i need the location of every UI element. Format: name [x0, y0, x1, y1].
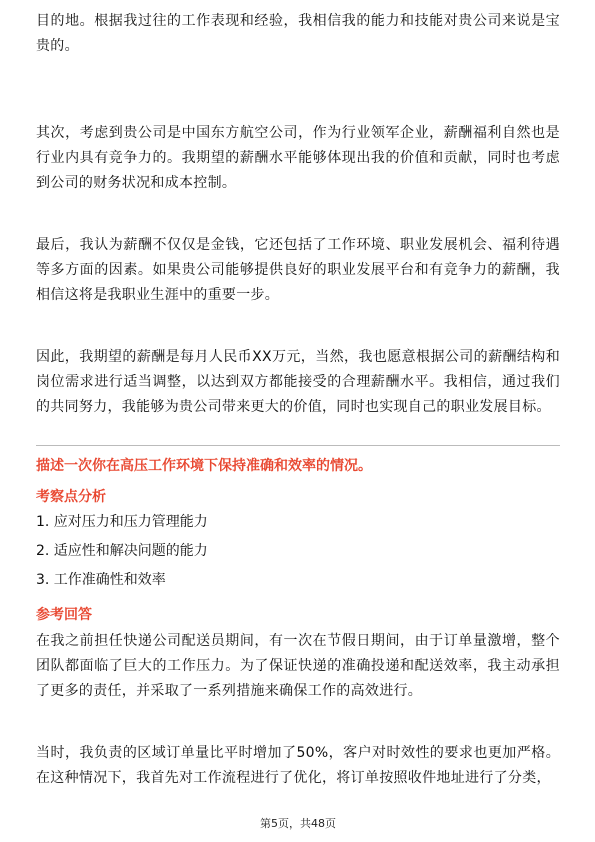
analysis-heading: 考察点分析 — [36, 489, 106, 505]
section-divider — [36, 445, 560, 446]
analysis-point: 3. 工作准确性和效率 — [36, 572, 166, 588]
page-number: 第5页，共48页 — [260, 817, 336, 830]
interview-question: 描述一次你在高压工作环境下保持准确和效率的情况。 — [36, 458, 372, 474]
answer-paragraph: 当时，我负责的区域订单量比平时增加了50%，客户对时效性的要求也更加严格。在这种情况下，我首先对工作流程进行了优化，将订单按照收件地址进行了分类， — [36, 745, 560, 786]
analysis-point: 1. 应对压力和压力管理能力 — [36, 514, 208, 530]
answer-paragraph: 在我之前担任快递公司配送员期间，有一次在节假日期间，由于订单量激增，整个团队都面临了巨大的工作压力。为了保证快递的准确投递和配送效率，我主动承担了更多的责任，并采取了一系列措施来确保工作的高效进行。 — [36, 633, 560, 699]
body-paragraph: 目的地。根据我过往的工作表现和经验，我相信我的能力和技能对贵公司来说是宝贵的。 — [36, 13, 560, 54]
analysis-point: 2. 适应性和解决问题的能力 — [36, 543, 208, 559]
body-paragraph: 最后，我认为薪酬不仅仅是金钱，它还包括了工作环境、职业发展机会、福利待遇等多方面的因素。如果贵公司能够提供良好的职业发展平台和有竞争力的薪酬，我相信这将是我职业生涯中的重要一步。 — [36, 237, 560, 303]
document-page — [36, 0, 560, 842]
answer-heading: 参考回答 — [36, 607, 92, 623]
body-paragraph: 因此，我期望的薪酬是每月人民币XX万元，当然，我也愿意根据公司的薪酬结构和岗位需求进行适当调整，以达到双方都能接受的合理薪酬水平。我相信，通过我们的共同努力，我能够为贵公司带来更大的价值，同时也实现自己的职业发展目标。 — [36, 349, 560, 415]
body-paragraph: 其次，考虑到贵公司是中国东方航空公司，作为行业领军企业，薪酬福利自然也是行业内具有竞争力的。我期望的薪酬水平能够体现出我的价值和贡献，同时也考虑到公司的财务状况和成本控制。 — [36, 125, 560, 191]
